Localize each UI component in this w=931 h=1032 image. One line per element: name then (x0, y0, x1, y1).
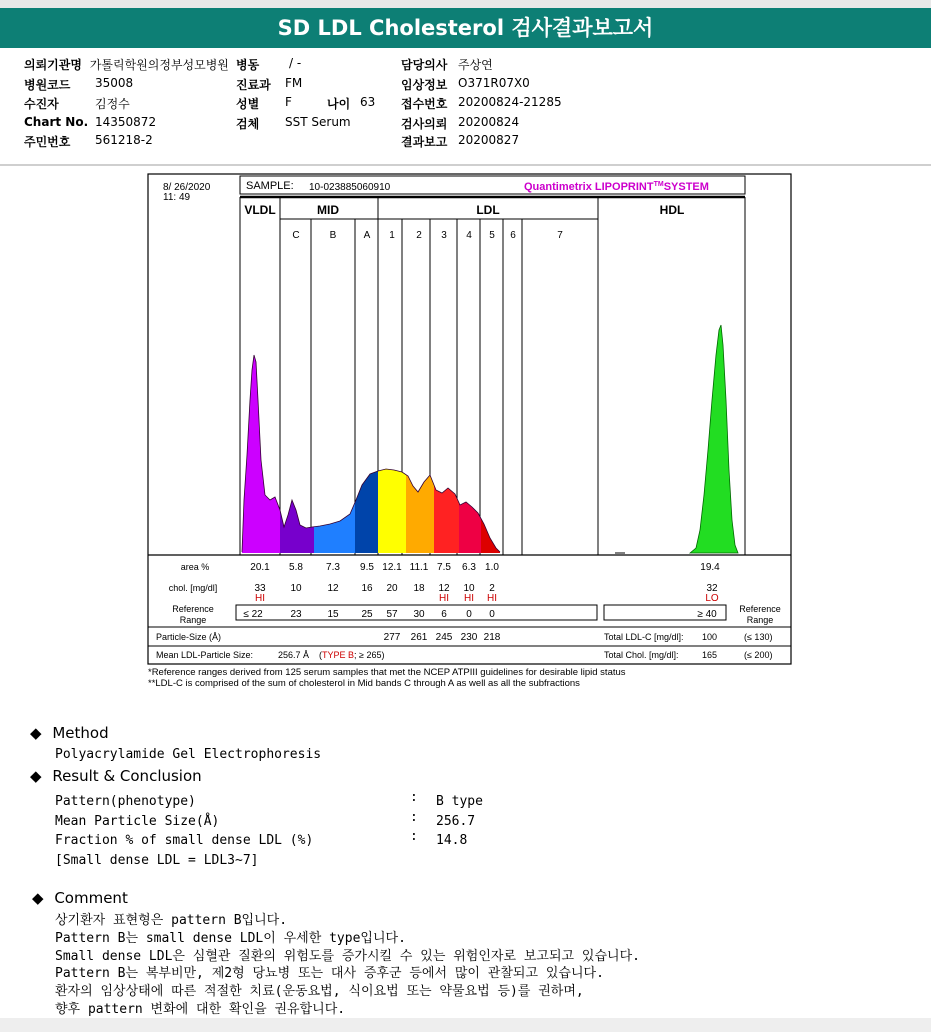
result-separator: : (410, 829, 418, 844)
total-ldl-ref: (≤ 130) (744, 632, 773, 642)
result-note: [Small dense LDL = LDL3~7] (55, 853, 259, 868)
mean-ldl-label: Mean LDL-Particle Size: (156, 650, 254, 660)
area-value: 1.0 (485, 562, 499, 573)
age-label: 나이 (327, 97, 351, 111)
bottom-strip (0, 1018, 931, 1032)
sex-label: 성별 (236, 97, 260, 111)
diamond-icon: ◆ (30, 724, 42, 742)
area-value: 12.1 (382, 562, 402, 573)
result-label: Pattern(phenotype) (55, 794, 196, 809)
ward-label: 병동 (236, 58, 260, 72)
profile-band-fill (378, 469, 406, 553)
result-value: 14.8 (436, 833, 468, 848)
group-mid: MID (317, 203, 339, 217)
ward-value: / - (289, 56, 302, 70)
method-text: Polyacrylamide Gel Electrophoresis (55, 747, 322, 762)
group-ldl: LDL (476, 203, 500, 217)
ref-range-value: 0 (489, 609, 495, 620)
specimen-label: 검체 (236, 117, 260, 131)
institution-label: 의뢰기관명 (24, 58, 82, 72)
comment-line: 상기환자 표현형은 pattern B입니다. (55, 913, 288, 928)
patient-label: 수진자 (24, 97, 59, 111)
particle-size-value: 245 (435, 632, 453, 643)
institution-value: 가톨릭학원의정부성모병원 (89, 58, 229, 72)
resident-no-label: 주민번호 (24, 135, 71, 149)
mean-ldl-value: 256.7 Å (278, 650, 310, 660)
particle-size-value: 218 (483, 632, 501, 643)
comment-line: Pattern B는 small dense LDL이 우세한 type입니다. (55, 930, 406, 946)
department-value: FM (285, 76, 303, 90)
result-heading (30, 767, 202, 785)
chol-value: 20 (386, 583, 398, 594)
chart-no-value: 14350872 (95, 115, 157, 129)
chart-no-label: Chart No. (24, 115, 89, 129)
doctor-value: 주상연 (458, 58, 493, 72)
chol-value: 12 (438, 583, 450, 594)
ref-label-right-1: Reference (739, 604, 781, 614)
report-title: SD LDL Cholesterol 검사결과보고서 (0, 8, 931, 48)
particle-size-value: 261 (410, 632, 428, 643)
ref-range-value: 25 (361, 609, 373, 620)
sample-id: 10-023885060910 (309, 182, 391, 193)
request-date-value: 20200824 (458, 115, 520, 129)
area-value: 5.8 (289, 562, 303, 573)
flag-ldl3: HI (439, 593, 449, 604)
comment-line: Small dense LDL은 심혈관 질환의 위험도를 증가시킬 수 있는 위험인자로 보고되고 있습니다. (55, 948, 640, 964)
hospital-code-label: 병원코드 (24, 78, 71, 92)
area-value: 7.5 (437, 562, 451, 573)
doctor-label: 담당의사 (401, 58, 448, 72)
sex-value: F (285, 95, 292, 109)
sample-label: SAMPLE: (246, 180, 294, 192)
report-date-label: 결과보고 (401, 135, 448, 149)
request-date-label: 검사의뢰 (401, 117, 448, 131)
chol-value: 33 (254, 583, 266, 594)
area-label: area % (180, 562, 210, 572)
band-label: B (329, 230, 337, 241)
report-date-value: 20200827 (458, 133, 520, 147)
particle-size-value: 230 (460, 632, 478, 643)
diamond-icon: ◆ (30, 767, 42, 785)
group-vldl: VLDL (244, 203, 276, 217)
ref-range-value: 30 (413, 609, 425, 620)
total-ldl-value: 100 (702, 632, 718, 642)
method-title: Method (52, 724, 109, 742)
particle-size-label: Particle-Size (Å) (156, 632, 222, 642)
area-value: 7.3 (326, 562, 340, 573)
band-label: 3 (441, 230, 447, 241)
comment-line: Pattern B는 복부비만, 제2형 당뇨병 또는 대사 증후군 등에서 많이 관찰되고 있습니다. (55, 966, 604, 982)
band-label: A (363, 230, 371, 241)
comment-heading (32, 889, 128, 907)
band-label: 5 (489, 230, 495, 241)
chol-value: 2 (489, 583, 495, 594)
flag-ldl4: HI (464, 593, 474, 604)
chol-value: 32 (706, 583, 718, 594)
hospital-code-value: 35008 (95, 76, 134, 90)
method-heading (30, 724, 109, 742)
band-label: 2 (416, 230, 422, 241)
ref-label-1: Reference (172, 604, 214, 614)
flag-ldl5: HI (487, 593, 497, 604)
comment-title: Comment (54, 889, 128, 907)
receipt-no-value: 20200824-21285 (458, 95, 562, 109)
area-value: 6.3 (462, 562, 476, 573)
band-label: C (292, 230, 300, 241)
total-chol-ref: (≤ 200) (744, 650, 773, 660)
result-value: 256.7 (436, 813, 476, 829)
result-title: Result & Conclusion (52, 767, 202, 785)
area-value: 9.5 (360, 562, 374, 573)
ref-range-value: 23 (290, 609, 302, 620)
patient-value: 김정수 (95, 97, 130, 111)
resident-no-value: 561218-2 (95, 133, 153, 147)
system-name: Quantimetrix LIPOPRINT™SYSTEM (524, 181, 709, 193)
total-chol-label: Total Chol. [mg/dl]: (604, 650, 679, 660)
flag-vldl: HI (255, 593, 265, 604)
area-value: 19.4 (700, 562, 720, 573)
chol-value: 16 (361, 583, 373, 594)
band-label: 7 (557, 230, 563, 241)
area-value: 20.1 (250, 562, 270, 573)
report-date: 8/ 26/2020 (163, 182, 211, 193)
result-value: B type (436, 794, 483, 809)
group-hdl: HDL (659, 203, 685, 217)
ref-range-value: 57 (386, 609, 398, 620)
band-label: 1 (389, 230, 395, 241)
clinical-info-value: O371R07X0 (458, 76, 530, 90)
total-chol-value: 165 (702, 650, 718, 660)
chol-value: 10 (463, 583, 475, 594)
flag-hdl: LO (705, 593, 719, 604)
result-separator: : (410, 809, 418, 825)
ref-range-value: 15 (327, 609, 339, 620)
footnote-1: *Reference ranges derived from 125 serum samples that met the NCEP ATPIII guidelines for desirable lipid status (148, 667, 626, 678)
result-label: Mean Particle Size(Å) (55, 813, 220, 829)
clinical-info-label: 임상정보 (401, 78, 448, 92)
type-indicator: (TYPE B; ≥ 265) (319, 650, 385, 660)
hdl-ref-value: ≥ 40 (697, 609, 717, 620)
age-value: 63 (360, 95, 376, 109)
department-label: 진료과 (236, 78, 271, 92)
result-label: Fraction % of small dense LDL (%) (55, 833, 314, 848)
ref-label-right-2: Range (746, 615, 774, 625)
ref-range-value: 6 (441, 609, 447, 620)
chol-value: 10 (290, 583, 302, 594)
ref-range-value: 0 (466, 609, 472, 620)
total-ldl-label: Total LDL-C [mg/dl]: (604, 632, 684, 642)
area-value: 11.1 (409, 562, 429, 573)
comment-line: 환자의 임상상태에 따른 적절한 치료(운동요법, 식이요법 또는 약물요법 등)를 권하며, (55, 984, 584, 1000)
band-label: 4 (466, 230, 472, 241)
chol-value: 18 (413, 583, 425, 594)
ref-label-2: Range (179, 615, 207, 625)
report-time: 11: 49 (163, 192, 191, 203)
diamond-icon: ◆ (32, 889, 44, 907)
footnote-2: **LDL-C is comprised of the sum of cholesterol in Mid bands C through A as well as all the subfractions (148, 678, 580, 689)
specimen-value: SST Serum (285, 115, 351, 129)
chol-label: chol. [mg/dl] (168, 583, 218, 593)
band-label: 6 (510, 230, 516, 241)
ref-range-value: ≤ 22 (243, 609, 263, 620)
particle-size-value: 277 (383, 632, 401, 643)
result-separator: : (410, 790, 418, 805)
receipt-no-label: 접수번호 (401, 97, 448, 111)
comment-line: 향후 pattern 변화에 대한 확인을 권유합니다. (55, 1002, 346, 1017)
chol-value: 12 (327, 583, 339, 594)
